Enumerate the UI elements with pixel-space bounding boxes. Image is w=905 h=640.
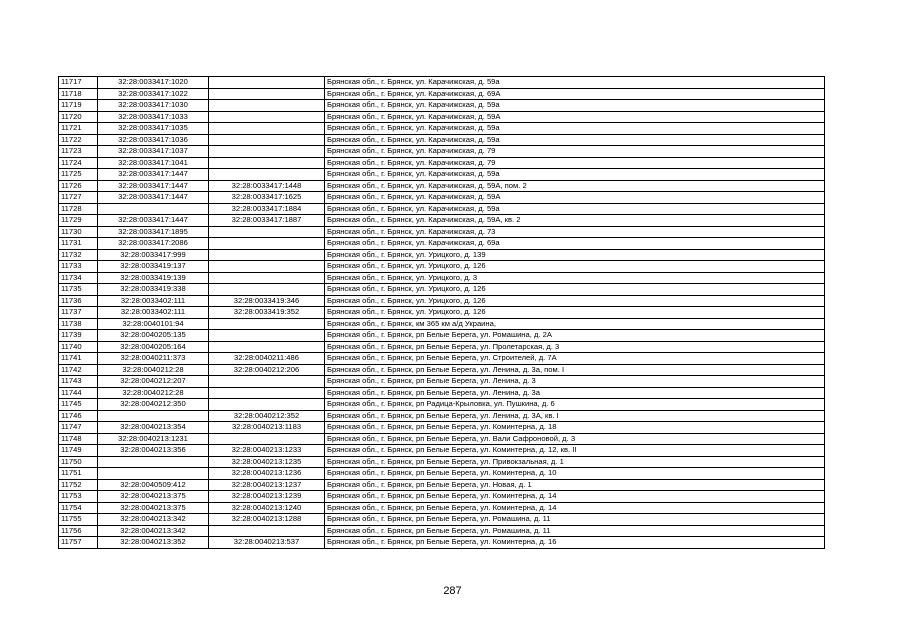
table-row xyxy=(59,468,825,480)
related-cadastral-number-cell xyxy=(209,272,325,284)
cadastral-number-cell: 32:28:0040212:28 xyxy=(98,387,209,399)
address-cell: Брянская обл., г. Брянск, ул. Карачижская, д. 59а xyxy=(325,169,825,181)
row-number-cell: 11748 xyxy=(59,433,98,445)
address-cell: Брянская обл., г. Брянск, ул. Карачижская, д. 79 xyxy=(325,146,825,158)
address-cell: Брянская обл., г. Брянск, ул. Карачижская, д. 59а xyxy=(325,134,825,146)
row-number-cell: 11750 xyxy=(59,456,98,468)
address-cell: Брянская обл., г. Брянск, ул. Карачижская, д. 59А, кв. 2 xyxy=(325,215,825,227)
address-cell: Брянская обл., г. Брянск, ул. Урицкого, д. 126 xyxy=(325,307,825,319)
related-cadastral-number-cell: 32:28:0040213:537 xyxy=(209,537,325,549)
table-row xyxy=(59,399,825,411)
related-cadastral-number-cell xyxy=(209,261,325,273)
row-number-cell: 11720 xyxy=(59,111,98,123)
address-cell: Брянская обл., г. Брянск, рп Белые Берега, ул. Пролетарская, д. 3 xyxy=(325,341,825,353)
address-cell: Брянская обл., г. Брянск, ул. Карачижская, д. 59а xyxy=(325,123,825,135)
table-row xyxy=(59,88,825,100)
table-row xyxy=(59,203,825,215)
cadastral-number-cell: 32:28:0033417:1447 xyxy=(98,215,209,227)
table-row xyxy=(59,100,825,112)
address-cell: Брянская обл., г. Брянск, рп Белые Берега, ул. Ленина, д. 3а, пом. I xyxy=(325,364,825,376)
row-number-cell: 11729 xyxy=(59,215,98,227)
address-cell: Брянская обл., г. Брянск, рп Белые Берега, ул. Коминтерна, д. 10 xyxy=(325,468,825,480)
row-number-cell: 11755 xyxy=(59,514,98,526)
address-cell: Брянская обл., г. Брянск, км 365 км а/д Украина, xyxy=(325,318,825,330)
cadastral-number-cell: 32:28:0033417:1030 xyxy=(98,100,209,112)
cadastral-number-cell: 32:28:0033417:1020 xyxy=(98,77,209,89)
cadastral-number-cell: 32:28:0040205:164 xyxy=(98,341,209,353)
cadastral-number-cell: 32:28:0033417:999 xyxy=(98,249,209,261)
related-cadastral-number-cell xyxy=(209,284,325,296)
cadastral-number-cell: 32:28:0033417:1895 xyxy=(98,226,209,238)
table-row xyxy=(59,456,825,468)
row-number-cell: 11752 xyxy=(59,479,98,491)
table-row xyxy=(59,123,825,135)
row-number-cell: 11735 xyxy=(59,284,98,296)
cadastral-number-cell: 32:28:0040212:28 xyxy=(98,364,209,376)
cadastral-number-cell: 32:28:0040213:352 xyxy=(98,537,209,549)
related-cadastral-number-cell: 32:28:0033417:1625 xyxy=(209,192,325,204)
row-number-cell: 11717 xyxy=(59,77,98,89)
row-number-cell: 11754 xyxy=(59,502,98,514)
address-cell: Брянская обл., г. Брянск, ул. Карачижская, д. 59а xyxy=(325,203,825,215)
related-cadastral-number-cell: 32:28:0040212:352 xyxy=(209,410,325,422)
table-row xyxy=(59,353,825,365)
address-cell: Брянская обл., г. Брянск, ул. Карачижская, д. 59А xyxy=(325,111,825,123)
related-cadastral-number-cell xyxy=(209,330,325,342)
cadastral-number-cell: 32:28:0040213:342 xyxy=(98,514,209,526)
address-cell: Брянская обл., г. Брянск, рп Белые Берега, ул. Коминтерна, д. 12, кв. II xyxy=(325,445,825,457)
table-row xyxy=(59,249,825,261)
row-number-cell: 11747 xyxy=(59,422,98,434)
cadastral-number-cell: 32:28:0033419:137 xyxy=(98,261,209,273)
row-number-cell: 11736 xyxy=(59,295,98,307)
table-row xyxy=(59,376,825,388)
property-table xyxy=(58,76,825,549)
related-cadastral-number-cell: 32:28:0040213:1288 xyxy=(209,514,325,526)
address-cell: Брянская обл., г. Брянск, рп Белые Берега, ул. Ленина, д. 3А, кв. I xyxy=(325,410,825,422)
table-row xyxy=(59,146,825,158)
related-cadastral-number-cell: 32:28:0040213:1240 xyxy=(209,502,325,514)
table-row xyxy=(59,272,825,284)
table-row xyxy=(59,364,825,376)
address-cell: Брянская обл., г. Брянск, ул. Карачижская, д. 69а xyxy=(325,238,825,250)
table-row xyxy=(59,192,825,204)
cadastral-number-cell: 32:28:0033417:1041 xyxy=(98,157,209,169)
address-cell: Брянская обл., г. Брянск, ул. Урицкого, д. 126 xyxy=(325,295,825,307)
related-cadastral-number-cell xyxy=(209,157,325,169)
cadastral-number-cell: 32:28:0040509:412 xyxy=(98,479,209,491)
related-cadastral-number-cell: 32:28:0040213:1235 xyxy=(209,456,325,468)
cadastral-number-cell xyxy=(98,468,209,480)
cadastral-number-cell: 32:28:0033402:111 xyxy=(98,307,209,319)
table-row xyxy=(59,77,825,89)
address-cell: Брянская обл., г. Брянск, рп Радица-Крыловка, ул. Пушкина, д. 6 xyxy=(325,399,825,411)
cadastral-number-cell: 32:28:0033417:1447 xyxy=(98,180,209,192)
row-number-cell: 11756 xyxy=(59,525,98,537)
cadastral-number-cell: 32:28:0040213:1231 xyxy=(98,433,209,445)
cadastral-number-cell: 32:28:0033419:338 xyxy=(98,284,209,296)
row-number-cell: 11728 xyxy=(59,203,98,215)
address-cell: Брянская обл., г. Брянск, рп Белые Берега, ул. Ромашина, д. 11 xyxy=(325,525,825,537)
row-number-cell: 11731 xyxy=(59,238,98,250)
related-cadastral-number-cell: 32:28:0033417:1448 xyxy=(209,180,325,192)
address-cell: Брянская обл., г. Брянск, рп Белые Берега, ул. Новая, д. 1 xyxy=(325,479,825,491)
row-number-cell: 11749 xyxy=(59,445,98,457)
cadastral-number-cell: 32:28:0040213:375 xyxy=(98,502,209,514)
cadastral-number-cell: 32:28:0033417:1447 xyxy=(98,169,209,181)
related-cadastral-number-cell: 32:28:0033417:1884 xyxy=(209,203,325,215)
table-row xyxy=(59,525,825,537)
row-number-cell: 11719 xyxy=(59,100,98,112)
table-row xyxy=(59,318,825,330)
table-row xyxy=(59,491,825,503)
cadastral-number-cell: 32:28:0033417:1036 xyxy=(98,134,209,146)
address-cell: Брянская обл., г. Брянск, рп Белые Берега, ул. Ромашина, д. 2А xyxy=(325,330,825,342)
address-cell: Брянская обл., г. Брянск, рп Белые Берега, ул. Ромашина, д. 11 xyxy=(325,514,825,526)
row-number-cell: 11724 xyxy=(59,157,98,169)
table-row xyxy=(59,537,825,549)
row-number-cell: 11741 xyxy=(59,353,98,365)
table-body xyxy=(59,77,825,549)
table-row xyxy=(59,479,825,491)
row-number-cell: 11742 xyxy=(59,364,98,376)
address-cell: Брянская обл., г. Брянск, ул. Карачижская, д. 59А, пом. 2 xyxy=(325,180,825,192)
row-number-cell: 11734 xyxy=(59,272,98,284)
related-cadastral-number-cell: 32:28:0040213:1233 xyxy=(209,445,325,457)
related-cadastral-number-cell: 32:28:0040212:206 xyxy=(209,364,325,376)
related-cadastral-number-cell xyxy=(209,387,325,399)
cadastral-number-cell: 32:28:0040205:135 xyxy=(98,330,209,342)
cadastral-number-cell xyxy=(98,410,209,422)
related-cadastral-number-cell: 32:28:0033419:352 xyxy=(209,307,325,319)
address-cell: Брянская обл., г. Брянск, ул. Карачижская, д. 59А xyxy=(325,192,825,204)
table-row xyxy=(59,433,825,445)
table-row xyxy=(59,226,825,238)
cadastral-number-cell: 32:28:0040213:375 xyxy=(98,491,209,503)
related-cadastral-number-cell xyxy=(209,100,325,112)
cadastral-number-cell: 32:28:0040212:350 xyxy=(98,399,209,411)
related-cadastral-number-cell: 32:28:0033417:1887 xyxy=(209,215,325,227)
address-cell: Брянская обл., г. Брянск, ул. Карачижская, д. 59а xyxy=(325,77,825,89)
table-row xyxy=(59,134,825,146)
page-number: 287 xyxy=(443,585,462,597)
address-cell: Брянская обл., г. Брянск, ул. Карачижская, д. 69А xyxy=(325,88,825,100)
table-row xyxy=(59,238,825,250)
related-cadastral-number-cell xyxy=(209,123,325,135)
row-number-cell: 11751 xyxy=(59,468,98,480)
row-number-cell: 11743 xyxy=(59,376,98,388)
row-number-cell: 11738 xyxy=(59,318,98,330)
cadastral-number-cell: 32:28:0040101:94 xyxy=(98,318,209,330)
related-cadastral-number-cell: 32:28:0040213:1239 xyxy=(209,491,325,503)
address-cell: Брянская обл., г. Брянск, ул. Карачижская, д. 79 xyxy=(325,157,825,169)
cadastral-number-cell: 32:28:0033419:139 xyxy=(98,272,209,284)
cadastral-number-cell: 32:28:0033417:1022 xyxy=(98,88,209,100)
row-number-cell: 11718 xyxy=(59,88,98,100)
related-cadastral-number-cell xyxy=(209,399,325,411)
related-cadastral-number-cell xyxy=(209,169,325,181)
related-cadastral-number-cell xyxy=(209,341,325,353)
row-number-cell: 11732 xyxy=(59,249,98,261)
related-cadastral-number-cell: 32:28:0033419:346 xyxy=(209,295,325,307)
related-cadastral-number-cell: 32:28:0040211:486 xyxy=(209,353,325,365)
row-number-cell: 11721 xyxy=(59,123,98,135)
cadastral-number-cell: 32:28:0033417:1447 xyxy=(98,192,209,204)
table-row xyxy=(59,330,825,342)
table-row xyxy=(59,341,825,353)
address-cell: Брянская обл., г. Брянск, рп Белые Берега, ул. Ленина, д. 3 xyxy=(325,376,825,388)
cadastral-number-cell xyxy=(98,456,209,468)
row-number-cell: 11739 xyxy=(59,330,98,342)
address-cell: Брянская обл., г. Брянск, рп Белые Берега, ул. Привокзальная, д. 1 xyxy=(325,456,825,468)
address-cell: Брянская обл., г. Брянск, рп Белые Берега, ул. Строителей, д. 7А xyxy=(325,353,825,365)
address-cell: Брянская обл., г. Брянск, рп Белые Берега, ул. Коминтерна, д. 14 xyxy=(325,502,825,514)
row-number-cell: 11733 xyxy=(59,261,98,273)
table-row xyxy=(59,261,825,273)
table-row xyxy=(59,422,825,434)
related-cadastral-number-cell xyxy=(209,525,325,537)
table-row xyxy=(59,180,825,192)
address-cell: Брянская обл., г. Брянск, рп Белые Берега, ул. Коминтерна, д. 14 xyxy=(325,491,825,503)
related-cadastral-number-cell xyxy=(209,226,325,238)
address-cell: Брянская обл., г. Брянск, ул. Карачижская, д. 73 xyxy=(325,226,825,238)
cadastral-number-cell: 32:28:0040213:354 xyxy=(98,422,209,434)
table-row xyxy=(59,215,825,227)
table-row xyxy=(59,502,825,514)
related-cadastral-number-cell xyxy=(209,88,325,100)
row-number-cell: 11737 xyxy=(59,307,98,319)
row-number-cell: 11723 xyxy=(59,146,98,158)
table-row xyxy=(59,410,825,422)
cadastral-number-cell: 32:28:0033417:1033 xyxy=(98,111,209,123)
table-row xyxy=(59,157,825,169)
row-number-cell: 11726 xyxy=(59,180,98,192)
address-cell: Брянская обл., г. Брянск, рп Белые Берега, ул. Коминтерна, д. 18 xyxy=(325,422,825,434)
address-cell: Брянская обл., г. Брянск, ул. Урицкого, д. 126 xyxy=(325,284,825,296)
address-cell: Брянская обл., г. Брянск, рп Белые Берега, ул. Ленина, д. 3а xyxy=(325,387,825,399)
row-number-cell: 11730 xyxy=(59,226,98,238)
related-cadastral-number-cell xyxy=(209,433,325,445)
cadastral-number-cell: 32:28:0033402:111 xyxy=(98,295,209,307)
cadastral-number-cell: 32:28:0033417:1037 xyxy=(98,146,209,158)
row-number-cell: 11744 xyxy=(59,387,98,399)
related-cadastral-number-cell xyxy=(209,238,325,250)
row-number-cell: 11722 xyxy=(59,134,98,146)
cadastral-number-cell xyxy=(98,203,209,215)
table-row xyxy=(59,284,825,296)
cadastral-number-cell: 32:28:0033417:2086 xyxy=(98,238,209,250)
table-row xyxy=(59,111,825,123)
row-number-cell: 11753 xyxy=(59,491,98,503)
row-number-cell: 11746 xyxy=(59,410,98,422)
cadastral-number-cell: 32:28:0040213:356 xyxy=(98,445,209,457)
related-cadastral-number-cell: 32:28:0040213:1237 xyxy=(209,479,325,491)
cadastral-number-cell: 32:28:0033417:1035 xyxy=(98,123,209,135)
related-cadastral-number-cell xyxy=(209,134,325,146)
table-row xyxy=(59,445,825,457)
cadastral-number-cell: 32:28:0040211:373 xyxy=(98,353,209,365)
address-cell: Брянская обл., г. Брянск, ул. Урицкого, д. 139 xyxy=(325,249,825,261)
table-row xyxy=(59,514,825,526)
address-cell: Брянская обл., г. Брянск, ул. Урицкого, д. 126 xyxy=(325,261,825,273)
address-cell: Брянская обл., г. Брянск, рп Белые Берега, ул. Вали Сафроновой, д. 3 xyxy=(325,433,825,445)
row-number-cell: 11757 xyxy=(59,537,98,549)
related-cadastral-number-cell: 32:28:0040213:1183 xyxy=(209,422,325,434)
table-row xyxy=(59,387,825,399)
address-cell: Брянская обл., г. Брянск, ул. Урицкого, д. 3 xyxy=(325,272,825,284)
related-cadastral-number-cell xyxy=(209,77,325,89)
row-number-cell: 11745 xyxy=(59,399,98,411)
cadastral-number-cell: 32:28:0040212:207 xyxy=(98,376,209,388)
related-cadastral-number-cell xyxy=(209,146,325,158)
address-cell: Брянская обл., г. Брянск, рп Белые Берега, ул. Коминтерна, д. 16 xyxy=(325,537,825,549)
row-number-cell: 11727 xyxy=(59,192,98,204)
related-cadastral-number-cell xyxy=(209,318,325,330)
related-cadastral-number-cell xyxy=(209,249,325,261)
cadastral-number-cell: 32:28:0040213:342 xyxy=(98,525,209,537)
related-cadastral-number-cell xyxy=(209,376,325,388)
row-number-cell: 11725 xyxy=(59,169,98,181)
table-row xyxy=(59,169,825,181)
table-row xyxy=(59,307,825,319)
address-cell: Брянская обл., г. Брянск, ул. Карачижская, д. 59а xyxy=(325,100,825,112)
table-row xyxy=(59,295,825,307)
related-cadastral-number-cell: 32:28:0040213:1236 xyxy=(209,468,325,480)
related-cadastral-number-cell xyxy=(209,111,325,123)
row-number-cell: 11740 xyxy=(59,341,98,353)
